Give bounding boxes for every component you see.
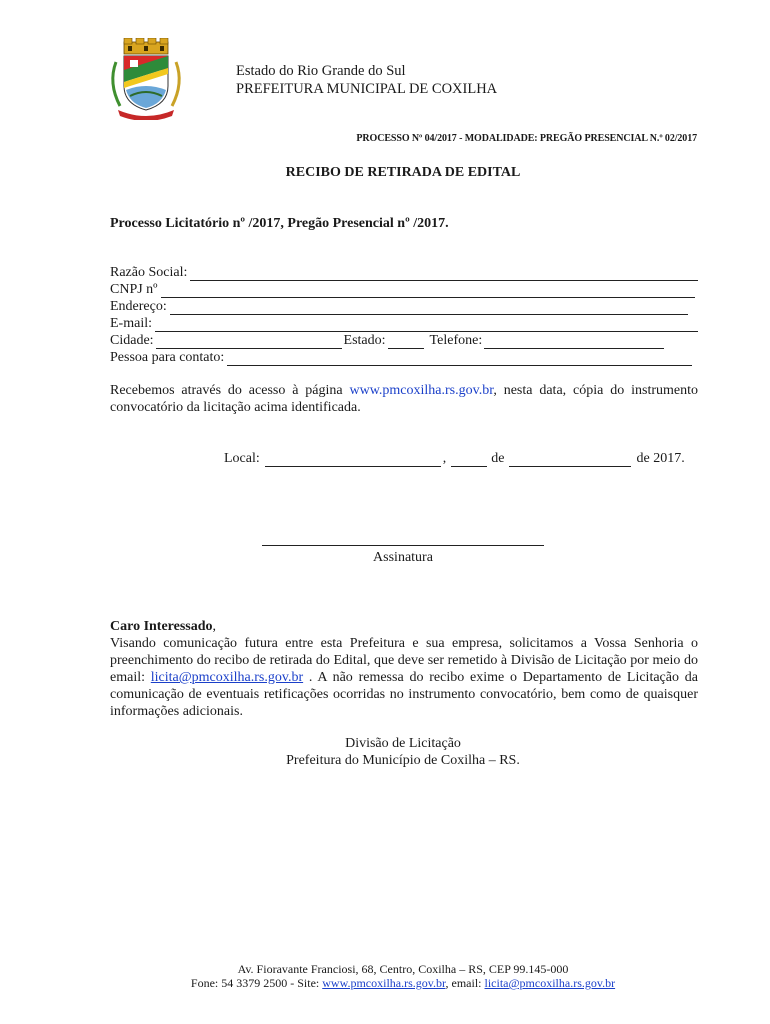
razao-social-field[interactable]: [190, 267, 698, 281]
form-row-endereco: [110, 298, 698, 315]
document-title: RECIBO DE RETIRADA DE EDITAL: [285, 165, 521, 180]
page-footer: [0, 962, 770, 990]
company-form: [110, 264, 698, 366]
notice-paragraph: [110, 618, 698, 720]
processo-reference: PROCESSO Nº 04/2017 - MODALIDADE: PREGÃO PRESENCIAL N.º 02/2017: [356, 133, 697, 144]
footer-email-label: , email:: [445, 976, 485, 990]
notice-text-end: . A não remessa do recibo exime o Departamento de Licitação da comunicação de eventuais retificações ocorridas no instrumento convocatório, bem como de quaisquer informações adicionais.: [110, 670, 698, 719]
form-row-cnpj: [110, 281, 698, 298]
email-label: E-mail:: [110, 316, 152, 331]
telefone-field[interactable]: [484, 335, 664, 349]
footer-phone: Fone: 54 3379 2500 - Site:: [190, 976, 323, 990]
footer-email-link[interactable]: licita@pmcoxilha.rs.gov.br: [484, 976, 616, 990]
signoff-division: Divisão de Licitação: [345, 736, 461, 751]
footer-site-link[interactable]: www.pmcoxilha.rs.gov.br: [322, 976, 446, 990]
greeting-punct: ,: [212, 619, 217, 634]
day-field[interactable]: [451, 453, 487, 467]
footer-address: Av. Fioravante Franciosi, 68, Centro, Coxilha – RS, CEP 99.145-000: [237, 962, 569, 976]
local-date-line: [224, 451, 685, 467]
cidade-field[interactable]: [156, 335, 342, 349]
form-row-razao-social: [110, 264, 698, 281]
estado-label: Estado:: [343, 333, 386, 348]
endereco-label: Endereço:: [110, 299, 167, 314]
municipality-name: PREFEITURA MUNICIPAL DE COXILHA: [236, 81, 498, 97]
contato-label: Pessoa para contato:: [110, 350, 225, 365]
cidade-label: Cidade:: [110, 333, 154, 348]
month-field[interactable]: [509, 453, 631, 467]
greeting: Caro Interessado: [110, 619, 213, 634]
receipt-text-end: , nesta data, cópia do instrumento convocatório da licitação acima identificada.: [110, 383, 698, 415]
notice-text: Visando comunicação futura entre esta Prefeitura e sua empresa, solicitamos a Vossa Senhoria o preenchimento do recibo de retirada do Edital, que deve ser remetido à Divisão de Licitação por meio do email:: [110, 636, 698, 685]
letterhead: [236, 62, 497, 98]
signoff: [0, 735, 770, 769]
signoff-prefeitura: Prefeitura do Município de Coxilha – RS.: [286, 753, 520, 768]
local-label: Local:: [224, 451, 260, 466]
cnpj-field[interactable]: [161, 284, 695, 298]
de-label: de: [491, 451, 505, 466]
email-field[interactable]: [155, 318, 698, 332]
receipt-text: Recebemos através do acesso à página: [110, 383, 350, 398]
site-link[interactable]: www.pmcoxilha.rs.gov.br: [349, 383, 494, 398]
contato-field[interactable]: [227, 352, 692, 366]
email-link[interactable]: licita@pmcoxilha.rs.gov.br: [150, 670, 304, 685]
document-subtitle: Processo Licitatório nº /2017, Pregão Presencial nº /2017.: [110, 216, 449, 231]
endereco-field[interactable]: [170, 301, 688, 315]
signature-label: Assinatura: [373, 550, 433, 565]
receipt-paragraph: [110, 382, 698, 416]
local-comma: ,: [442, 451, 447, 466]
estado-field[interactable]: [388, 335, 424, 349]
year-label: de 2017.: [636, 451, 685, 466]
local-field[interactable]: [265, 453, 441, 467]
form-row-email: [110, 315, 698, 332]
state-name: Estado do Rio Grande do Sul: [236, 63, 406, 79]
municipal-coat-of-arms-icon: [106, 38, 186, 120]
signature-line[interactable]: [262, 545, 544, 546]
cnpj-label: CNPJ nº: [110, 282, 158, 297]
form-row-cidade: [110, 332, 698, 349]
form-row-contato: [110, 349, 698, 366]
razao-social-label: Razão Social:: [110, 265, 188, 280]
telefone-label: Telefone:: [429, 333, 483, 348]
